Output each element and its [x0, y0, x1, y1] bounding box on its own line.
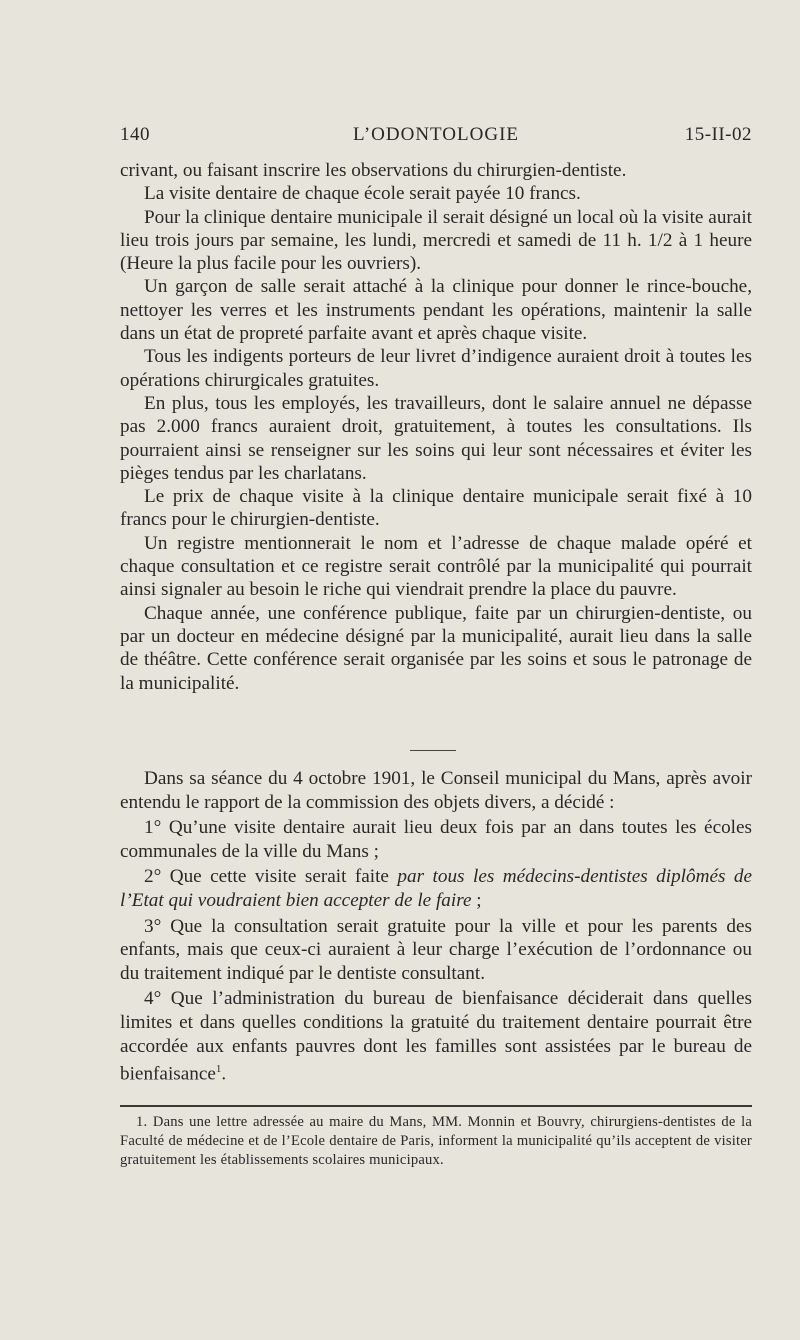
- section-separator: [410, 750, 456, 751]
- decision-item-3: 3° Que la consultation serait gratuite pour la ville et pour les parents des enfants, mais que ceux-ci auraient à leur charge l’exécution de l’ordonnance ou du traitement indiqué par le dentiste consultant.: [120, 915, 752, 984]
- decision-intro: Dans sa séance du 4 octobre 1901, le Conseil municipal du Mans, après avoir entendu le rapport de la commission des objets divers, a décidé :: [120, 768, 752, 813]
- paragraph: En plus, tous les employés, les travailleurs, dont le salaire annuel ne dépasse pas 2.000 francs auraient droit, gratuitement, à toutes les consultations. Ils pourraient ainsi se renseigner sur les soins qui leur sont nécessaires et éviter les pièges tendus par les charlatans.: [120, 392, 752, 484]
- decision-item-2-prefix: 2° Que cette visite serait faite: [144, 866, 398, 888]
- decision-item-1: 1° Qu’une visite dentaire aurait lieu deux fois par an dans toutes les écoles communales de la ville du Mans ;: [120, 817, 752, 862]
- paragraph: Tous les indigents porteurs de leur livret d’indigence auraient droit à toutes les opérations chirurgicales gratuites.: [120, 346, 752, 391]
- footnote-rule: [120, 1105, 752, 1107]
- paragraph: Un registre mentionnerait le nom et l’adresse de chaque malade opéré et chaque consultation et ce registre serait contrôlé par la municipalité qui pourrait ainsi signaler au besoin le riche qui viendrait prendre la place du pauvre.: [120, 532, 752, 601]
- footnote-text: 1. Dans une lettre adressée au maire du Mans, MM. Monnin et Bouvry, chirurgiens-dentistes de la Faculté de médecine et de l’Ecole dentaire de Paris, informent la municipalité qu’ils acceptent de visiter gratuitement les établissements scolaires municipaux.: [120, 1114, 752, 1168]
- page-number: 140: [120, 124, 150, 145]
- paragraph: crivant, ou faisant inscrire les observations du chirurgien-dentiste.: [120, 160, 627, 181]
- paragraph: La visite dentaire de chaque école serait payée 10 francs.: [144, 183, 581, 205]
- decision-item-2-suffix: ;: [471, 889, 482, 911]
- main-text: [120, 159, 752, 695]
- decision-item-2-italic: par tous les médecins-dentistes diplômés de l’Etat qui voudraient bien accepter de le faire: [120, 866, 752, 911]
- footnote: [120, 1113, 752, 1170]
- council-decision-section: [120, 767, 752, 1086]
- paragraph: Un garçon de salle serait attaché à la clinique pour donner le rince-bouche, nettoyer les verres et les instruments pendant les opérations, maintenir la salle dans un état de propreté parfaite avant et après chaque visite.: [120, 276, 752, 345]
- footnote-reference: 1: [215, 1063, 222, 1076]
- decision-item-2: [120, 865, 752, 912]
- decision-item-4-end: .: [221, 1063, 227, 1085]
- decision-item-4-text: 4° Que l’administration du bureau de bienfaisance déciderait dans quelles limites et dans quelles conditions la gratuité du traitement dentaire pourrait être accordée aux enfants pauvres dont les familles sont assistées par le bureau de bienfaisance: [120, 988, 752, 1085]
- paragraph: Chaque année, une conférence publique, faite par un chirurgien-dentiste, ou par un docteur en médecine désigné par la municipalité, aurait lieu dans la salle de théâtre. Cette conférence serait organisée par les soins et sous le patronage de la municipalité.: [120, 602, 752, 694]
- paragraph: Pour la clinique dentaire municipale il serait désigné un local où la visite aurait lieu trois jours par semaine, les lundi, mercredi et samedi de 11 h. 1/2 à 1 heure (Heure la plus facile pour les ouvriers).: [120, 206, 752, 275]
- decision-item-4: [120, 987, 752, 1086]
- issue-date: 15-II-02: [684, 124, 752, 145]
- page-header: [120, 124, 752, 154]
- paragraph: Le prix de chaque visite à la clinique dentaire municipale serait fixé à 10 francs pour le chirurgien-dentiste.: [120, 486, 752, 531]
- running-title: L’ODONTOLOGIE: [352, 124, 520, 145]
